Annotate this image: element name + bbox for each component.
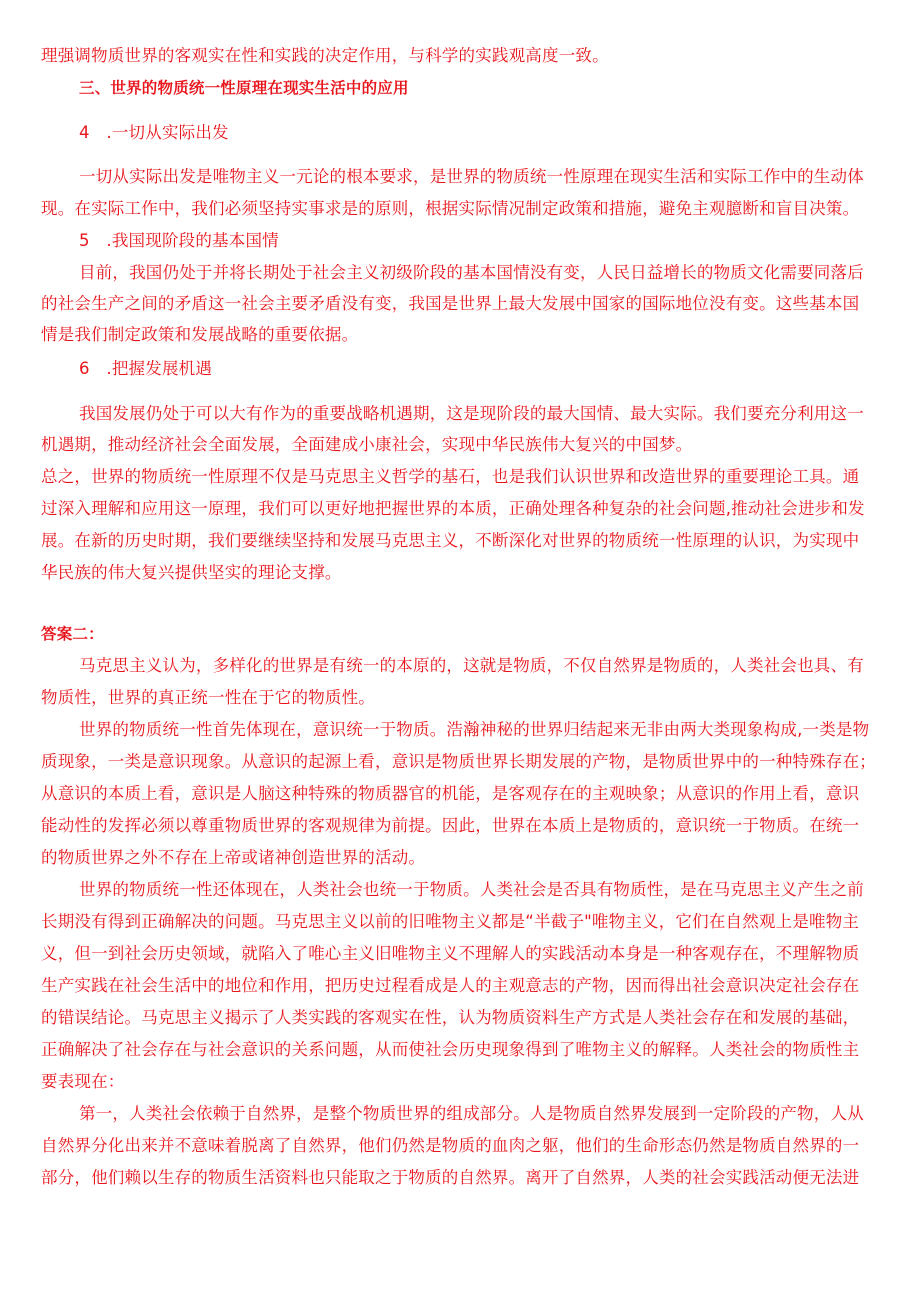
text-line: 从意识的本质上看，意识是人脑这种特殊的物质器官的机能，是客观存在的主观映象；从意识的作用上看，意识 xyxy=(41,784,860,803)
text-line: 的错误结论。马克思主义揭示了人类实践的客观实在性，认为物质资料生产方式是人类社会存在和发展的基础， xyxy=(41,1008,860,1027)
text-line: 马克思主义认为，多样化的世界是有统一的本原的，这就是物质，不仅自然界是物质的，人类社会也具、有 xyxy=(79,656,864,675)
section-heading: 三、世界的物质统一性原理在现实生活中的应用 xyxy=(79,79,409,97)
answer-heading: 答案二： xyxy=(41,625,104,643)
text-line: 过深入理解和应用这一原理，我们可以更好地把握世界的本质，正确处理各种复杂的社会问题,推动社会进步和发 xyxy=(41,499,865,518)
text-line: 物质性，世界的真正统一性在于它的物质性。 xyxy=(41,688,375,707)
text-line: 机遇期，推动经济社会全面发展，全面建成小康社会，实现中华民族伟大复兴的中国梦。 xyxy=(41,435,693,454)
text-line: 理强调物质世界的客观实在性和实践的决定作用，与科学的实践观高度一致。 xyxy=(41,46,609,65)
text-line: 展。在新的历史时期，我们要继续坚持和发展马克思主义，不断深化对世界的物质统一性原理的认识，为实现中 xyxy=(41,531,860,550)
text-line: 一切从实际出发是唯物主义一元论的根本要求，是世界的物质统一性原理在现实生活和实际工作中的生动体 xyxy=(79,167,864,186)
text-line: 总之，世界的物质统一性原理不仅是马克思主义哲学的基石，也是我们认识世界和改造世界的重要理论工具。通 xyxy=(41,467,860,486)
text-line: 世界的物质统一性还体现在，人类社会也统一于物质。人类社会是否具有物质性，是在马克思主义产生之前 xyxy=(79,880,864,899)
text-line: 部分，他们赖以生存的物质生活资料也只能取之于物质的自然界。离开了自然界，人类的社会实践活动便无法进 xyxy=(41,1168,860,1187)
text-line: 生产实践在社会生活中的地位和作用，把历史过程看成是人的主观意志的产物，因而得出社会意识决定社会存在 xyxy=(41,976,860,995)
text-line: 现。在实际工作中，我们必须坚持实事求是的原则，根据实际情况制定政策和措施，避免主观臆断和盲目决策。 xyxy=(41,199,860,218)
text-line: 质现象，一类是意识现象。从意识的起源上看，意识是物质世界长期发展的产物，是物质世界中的一种特殊存在； xyxy=(41,752,876,771)
subsection-heading: 6 .把握发展机遇 xyxy=(79,359,213,378)
text-line: 要表现在： xyxy=(41,1072,125,1091)
text-line: 目前，我国仍处于并将长期处于社会主义初级阶段的基本国情没有变，人民日益增长的物质文化需要同落后 xyxy=(79,263,864,282)
text-line: 我国发展仍处于可以大有作为的重要战略机遇期，这是现阶段的最大国情、最大实际。我们要充分利用这一 xyxy=(79,404,864,423)
text-line: 自然界分化出来并不意味着脱离了自然界，他们仍然是物质的血肉之躯，他们的生命形态仍然是物质自然界的一 xyxy=(41,1136,860,1155)
text-line: 的物质世界之外不存在上帝或诸神创造世界的活动。 xyxy=(41,848,426,867)
text-line: 义，但一到社会历史领域，就陷入了唯心主义旧唯物主义不理解人的实践活动本身是一种客观存在，不理解物质 xyxy=(41,944,860,963)
text-line: 华民族的伟大复兴提供坚实的理论支撑。 xyxy=(41,563,342,582)
text-line: 的社会生产之间的矛盾这一社会主要矛盾没有变，我国是世界上最大发展中国家的国际地位没有变。这些基本国 xyxy=(41,294,860,313)
text-line: 第一，人类社会依赖于自然界，是整个物质世界的组成部分。人是物质自然界发展到一定阶段的产物，人从 xyxy=(79,1104,864,1123)
text-line: 世界的物质统一性首先体现在，意识统一于物质。浩瀚神秘的世界归结起来无非由两大类现象构成,一类是物 xyxy=(79,720,870,739)
text-line: 能动性的发挥必须以尊重物质世界的客观规律为前提。因此，世界在本质上是物质的，意识统一于物质。在统一 xyxy=(41,816,860,835)
text-line: 情是我们制定政策和发展战略的重要依据。 xyxy=(41,325,359,344)
text-line: 长期没有得到正确解决的问题。马克思主义以前的旧唯物主义都是“半截子"唯物主义，它们在自然观上是唯物主 xyxy=(41,912,860,931)
subsection-heading: 4 .一切从实际出发 xyxy=(79,123,229,142)
subsection-heading: 5 .我国现阶段的基本国情 xyxy=(79,231,279,250)
text-line: 正确解决了社会存在与社会意识的关系问题，从而使社会历史现象得到了唯物主义的解释。人类社会的物质性主 xyxy=(41,1040,860,1059)
